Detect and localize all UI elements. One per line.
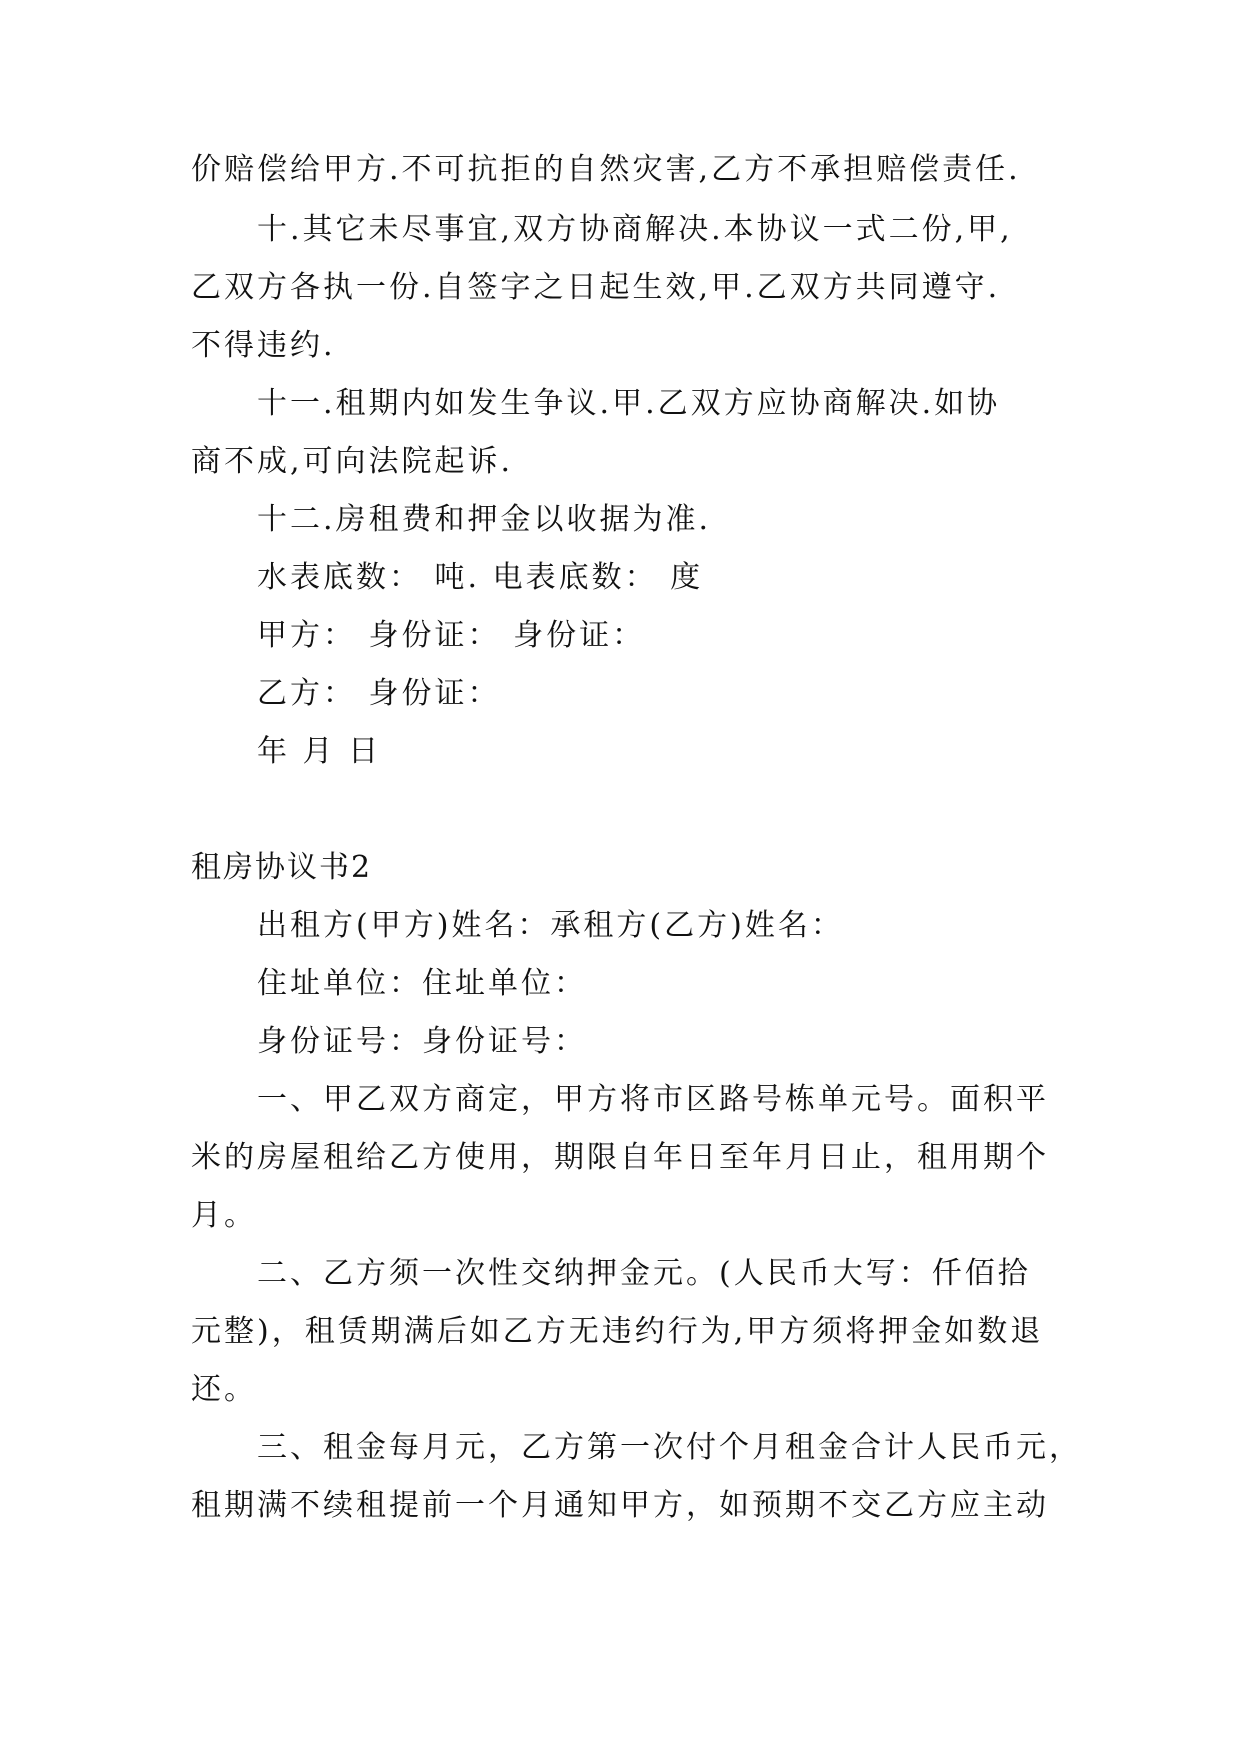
address-unit-line: 住址单位：住址单位： — [257, 966, 587, 1001]
id-number-line: 身份证号：身份证号： — [257, 1024, 587, 1059]
paragraph-line: 不得违约. — [191, 328, 336, 363]
agreement-title: 租房协议书2 — [191, 850, 373, 885]
date-line: 年 月 日 — [257, 734, 382, 769]
clause-10-line: 十.其它未尽事宜,双方协商解决.本协议一式二份,甲, — [257, 212, 1013, 247]
paragraph-line: 商不成,可向法院起诉. — [191, 444, 514, 479]
party-b-signature-line: 乙方： 身份证： — [257, 676, 501, 711]
party-a-signature-line: 甲方： 身份证： 身份证： — [257, 618, 646, 653]
paragraph-line: 价赔偿给甲方.不可抗拒的自然灾害,乙方不承担赔偿责任. — [191, 152, 1021, 187]
clause-11-line: 十一.租期内如发生争议.甲.乙双方应协商解决.如协 — [257, 386, 1001, 421]
lessor-lessee-name-line: 出租方(甲方)姓名：承租方(乙方)姓名： — [257, 908, 844, 943]
paragraph-line: 月。 — [191, 1198, 257, 1233]
paragraph-line: 还。 — [191, 1372, 257, 1407]
paragraph-line: 乙双方各执一份.自签字之日起生效,甲.乙双方共同遵守. — [191, 270, 1001, 305]
clause-3-line: 三、租金每月元，乙方第一次付个月租金合计人民币元， — [257, 1430, 1082, 1465]
clause-2-line: 二、乙方须一次性交纳押金元。(人民币大写：仟佰拾 — [257, 1256, 1031, 1291]
paragraph-line: 米的房屋租给乙方使用，期限自年日至年月日止，租用期个 — [191, 1140, 1049, 1175]
paragraph-line: 租期满不续租提前一个月通知甲方，如预期不交乙方应主动 — [191, 1488, 1049, 1523]
meter-reading-line: 水表底数： 吨. 电表底数： 度 — [257, 560, 704, 595]
paragraph-line: 元整)，租赁期满后如乙方无违约行为,甲方须将押金如数退 — [191, 1314, 1044, 1349]
clause-1-line: 一、甲乙双方商定，甲方将市区路号栋单元号。面积平 — [257, 1082, 1049, 1117]
clause-12-line: 十二.房租费和押金以收据为准. — [257, 502, 712, 537]
